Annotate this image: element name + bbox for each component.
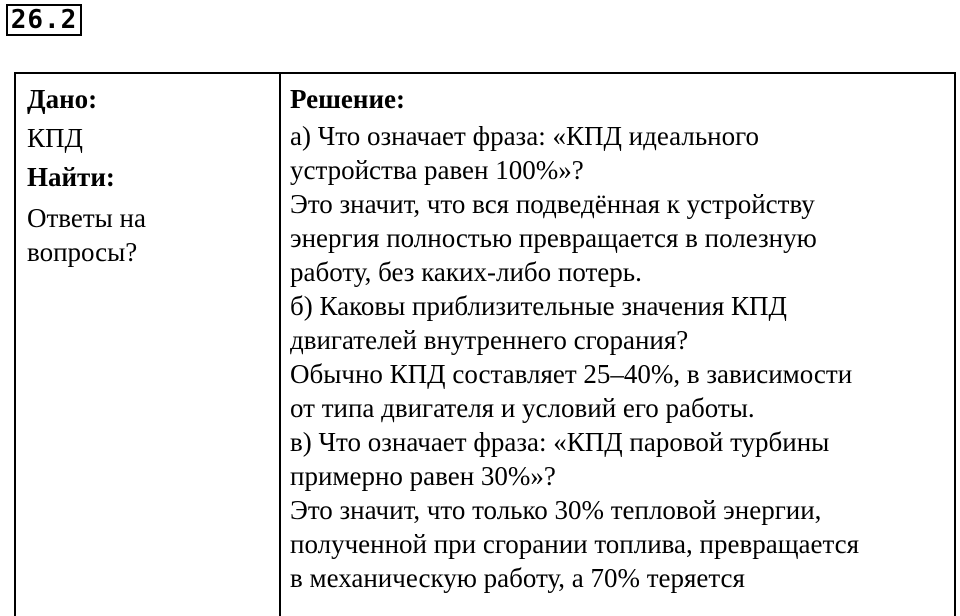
problem-number: 26.2 bbox=[6, 4, 82, 36]
find-line: Ответы на bbox=[27, 203, 146, 233]
given-value: КПД bbox=[27, 123, 83, 153]
solution-table bbox=[14, 72, 956, 616]
solution-line: полученной при сгорании топлива, превращается bbox=[290, 529, 859, 559]
given-header: Дано: bbox=[27, 84, 98, 114]
solution-line: от типа двигателя и условий его работы. bbox=[290, 393, 755, 423]
solution-line: в механическую работу, а 70% теряется bbox=[290, 563, 745, 593]
find-line: вопросы? bbox=[27, 237, 138, 267]
solution-line: Это значит, что вся подведённая к устройству bbox=[290, 189, 815, 219]
solution-line: двигателей внутреннего сгорания? bbox=[290, 325, 689, 355]
solution-line: Обычно КПД составляет 25–40%, в зависимости bbox=[290, 359, 853, 389]
solution-line: Это значит, что только 30% тепловой энергии, bbox=[290, 495, 822, 525]
solution-line: устройства равен 100%»? bbox=[290, 155, 584, 185]
solution-header: Решение: bbox=[290, 84, 405, 114]
given-column bbox=[27, 80, 272, 269]
solution-line: работу, без каких-либо потерь. bbox=[290, 257, 642, 287]
solution-line: энергия полностью превращается в полезную bbox=[290, 223, 817, 253]
solution-line: в) Что означает фраза: «КПД паровой турбины bbox=[290, 427, 830, 457]
solution-line: а) Что означает фраза: «КПД идеального bbox=[290, 121, 759, 151]
solution-column bbox=[290, 80, 950, 595]
find-header: Найти: bbox=[27, 162, 115, 192]
solution-line: б) Каковы приблизительные значения КПД bbox=[290, 291, 787, 321]
find-text bbox=[27, 201, 272, 269]
solution-line: примерно равен 30%»? bbox=[290, 461, 556, 491]
column-divider bbox=[279, 74, 281, 616]
